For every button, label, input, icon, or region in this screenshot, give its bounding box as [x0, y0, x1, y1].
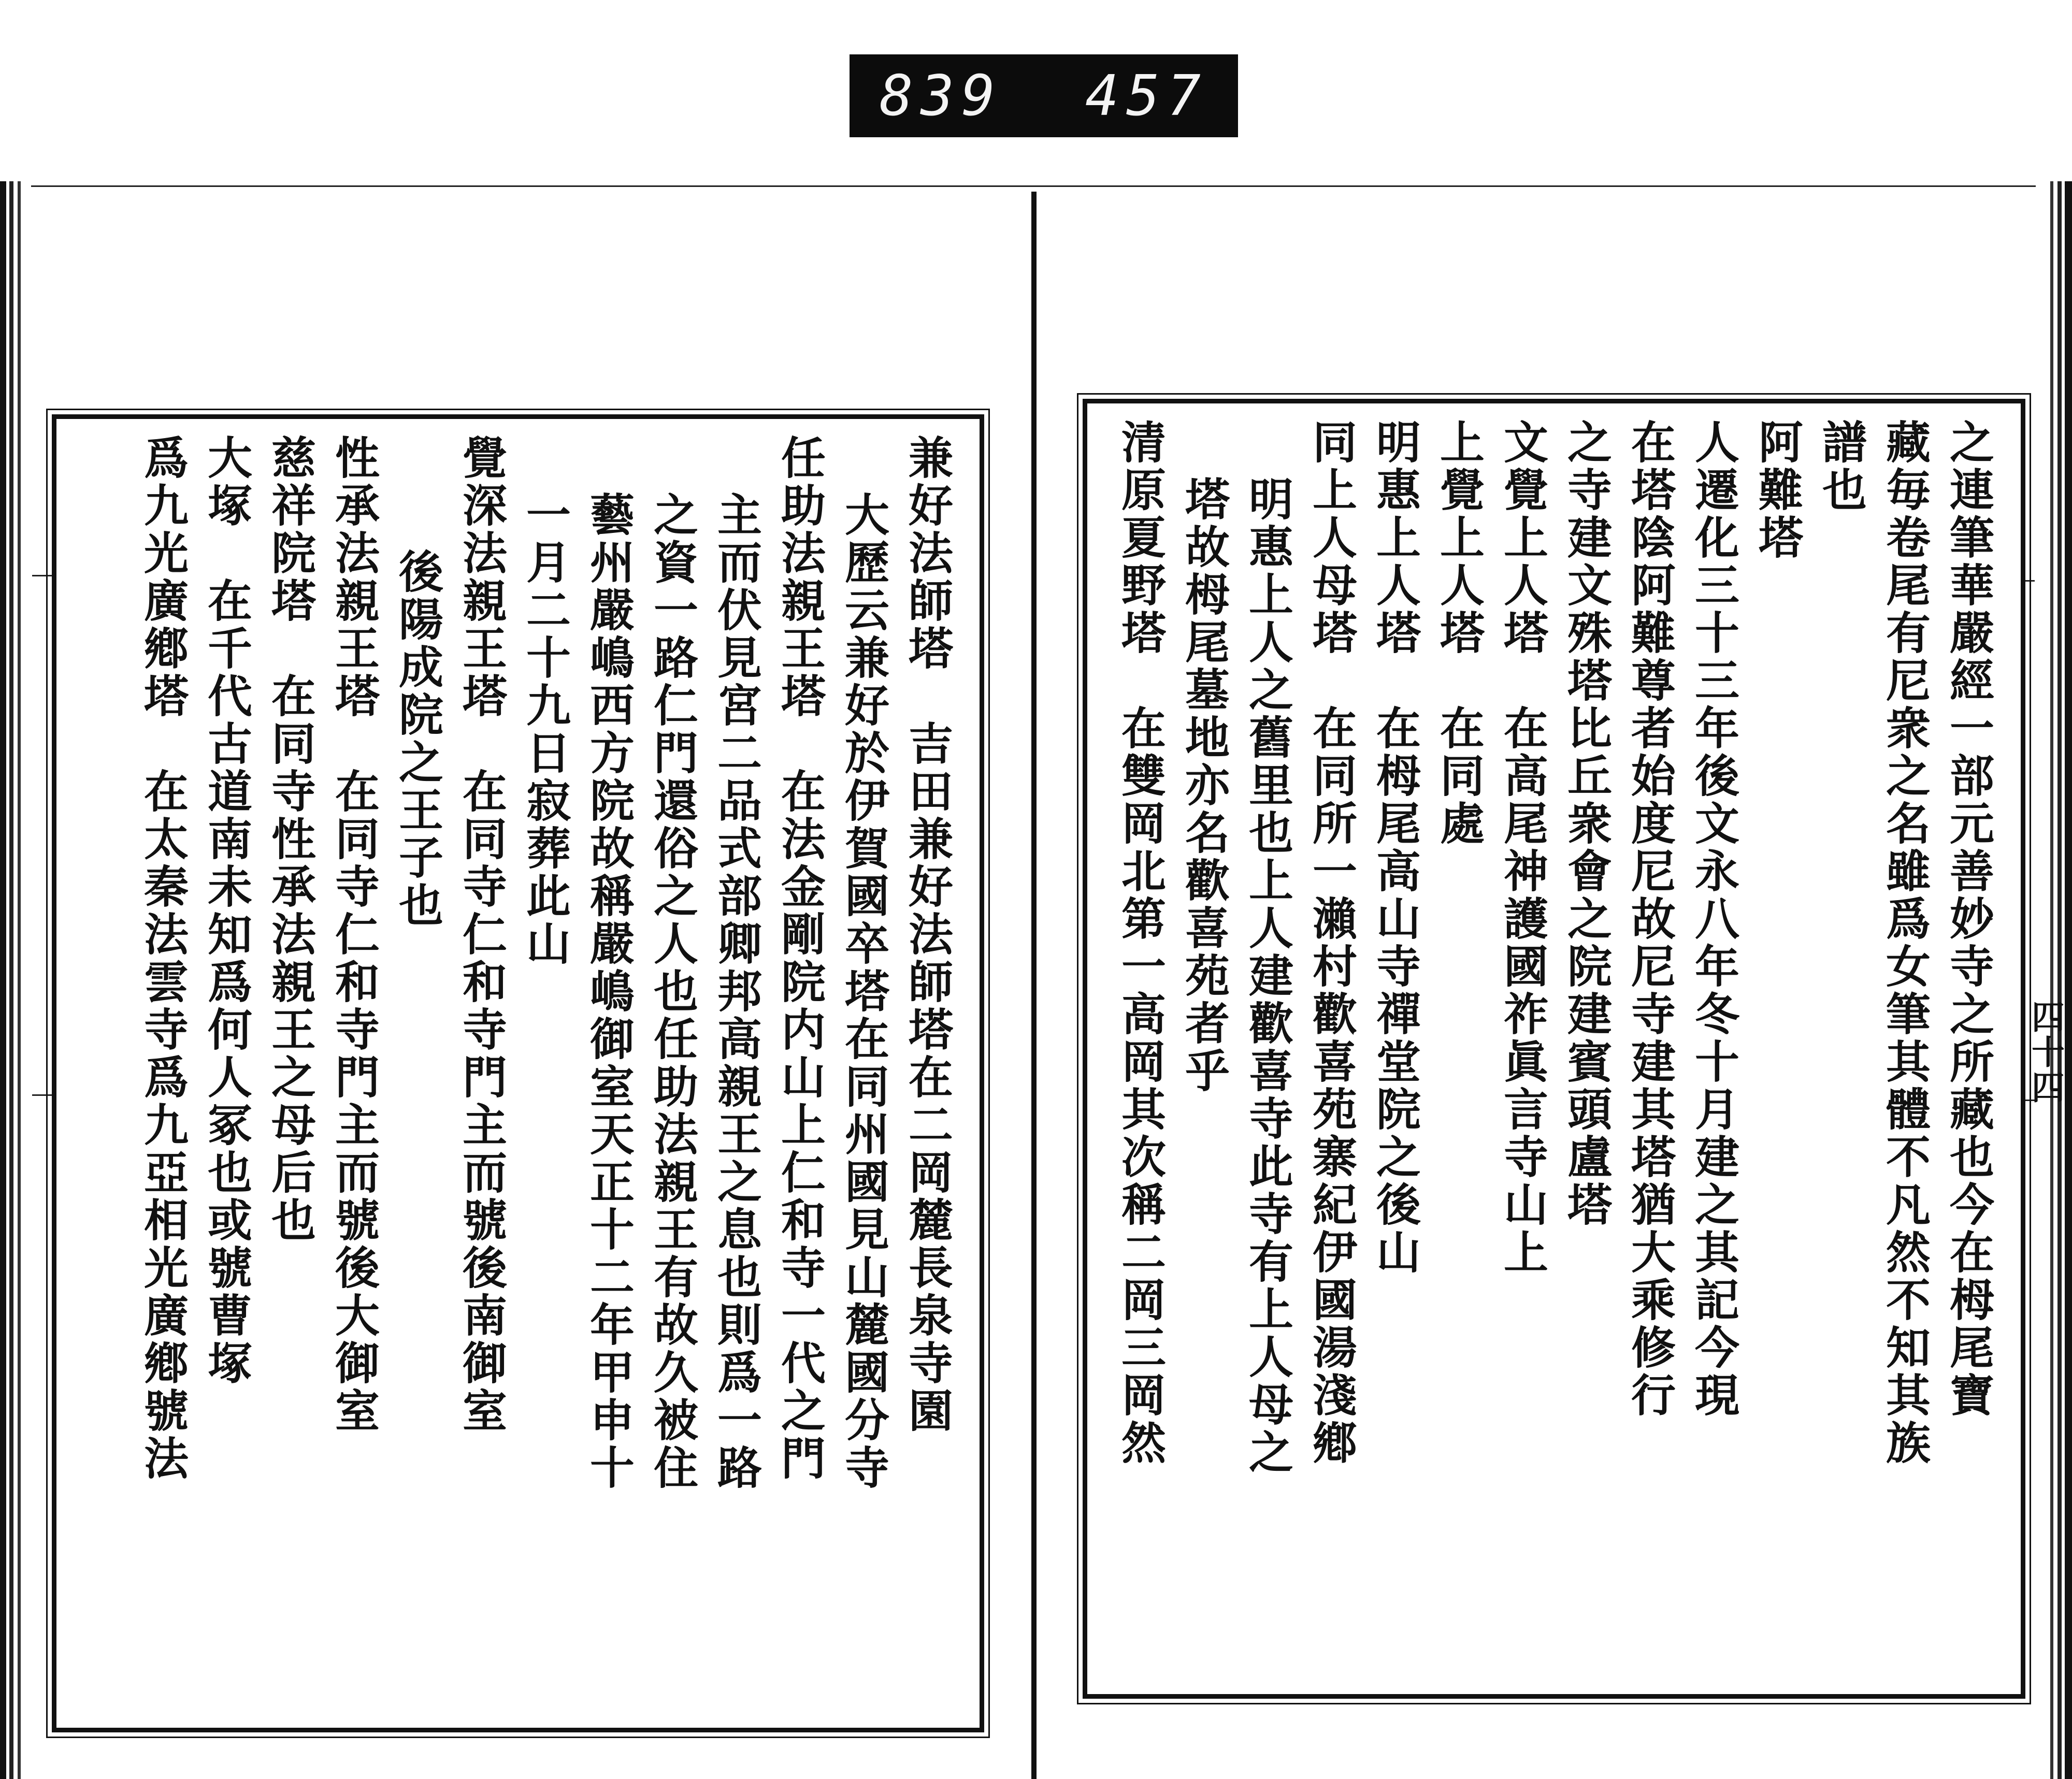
text-line: 爲九光廣鄕塔 在太秦法雲寺爲九亞相光廣鄕號法 [136, 435, 189, 1483]
text-line: 清原夏野塔 在雙岡北第一高岡其次稱二岡三岡然 [1114, 419, 1166, 1467]
top-rule [31, 185, 2036, 187]
right-page-edge [2036, 181, 2072, 1779]
text-line: 大塚 在千代古道南未知爲何人冢也或號曹塚 [200, 435, 252, 1387]
text-line: 明惠上人塔 在栂尾高山寺禪堂院之後山 [1369, 419, 1421, 1277]
book-spread [0, 181, 2072, 1779]
text-line: 一月二十九日寂葬此山 [519, 491, 571, 968]
text-line: 塔故栂尾墓地亦名歡喜苑者乎 [1177, 476, 1230, 1095]
text-line: 上覺上人塔 在同處 [1432, 419, 1485, 848]
text-line: 任助法親王塔 在法金剛院内山上仁和寺一代之門 [773, 435, 826, 1483]
text-line: 藝州嚴嶋西方院故稱嚴嶋御室天正十二年甲申十 [582, 491, 635, 1492]
text-line: 文覺上人塔 在高尾神護國祚眞言寺山上 [1496, 419, 1548, 1277]
left-page-frame [52, 414, 984, 1732]
right-page-frame [1083, 399, 2025, 1699]
text-line: 慈祥院塔 在同寺性承法親王之母后也 [264, 435, 316, 1245]
text-line: 大歷云兼好於伊賀國卒塔在同州國見山麓國分寺 [837, 491, 889, 1492]
left-page-edge [0, 181, 31, 1779]
text-line: 後陽成院之王子也 [391, 548, 443, 930]
page-number: 四十四 [2026, 1000, 2065, 1105]
book-gutter [1028, 192, 1040, 1779]
text-line: 兼好法師塔 吉田兼好法師塔在二岡麓長泉寺園 [901, 435, 953, 1435]
archive-reference-label [850, 54, 1238, 137]
text-line: 在塔陰阿難尊者始度尼故尼寺建其塔猶大乘修行 [1623, 419, 1676, 1420]
right-page-text [1108, 419, 2000, 1679]
text-line: 人遷化三十三年後文永八年冬十月建之其記今現 [1687, 419, 1739, 1420]
text-line: 覺深法親王塔 在同寺仁和寺門主而號後南御室 [455, 435, 507, 1435]
left-page-text [77, 435, 959, 1712]
text-line: 阿難塔 [1751, 419, 1803, 562]
text-line: 藏毎卷尾有尼衆之名雖爲女筆其體不凡然不知其族 [1878, 419, 1931, 1467]
text-line: 之寺建文殊塔比丘衆會之院建賓頭盧塔 [1560, 419, 1612, 1229]
text-line: 之連筆華嚴經一部元善妙寺之所藏也今在栂尾寶 [1942, 419, 1994, 1420]
text-line: 性承法親王塔 在同寺仁和寺門主而號後大御室 [327, 435, 380, 1435]
text-line: 譜也 [1815, 419, 1867, 514]
text-line: 之資一路仁門還俗之人也任助法親王有故久被住 [646, 491, 698, 1492]
left-margin-tab [32, 575, 54, 1096]
text-line: 明惠上人之舊里也上人建歡喜寺此寺有上人母之 [1241, 476, 1293, 1477]
reference-number-left: 839 [879, 63, 1002, 128]
text-line: 主而伏見宮二品式部卿邦高親王之息也則爲一路 [710, 491, 762, 1492]
text-line: 同上人母塔 在同所一瀨村歡喜苑寨紀伊國湯淺鄕 [1305, 419, 1357, 1467]
reference-number-right: 457 [1085, 63, 1208, 128]
